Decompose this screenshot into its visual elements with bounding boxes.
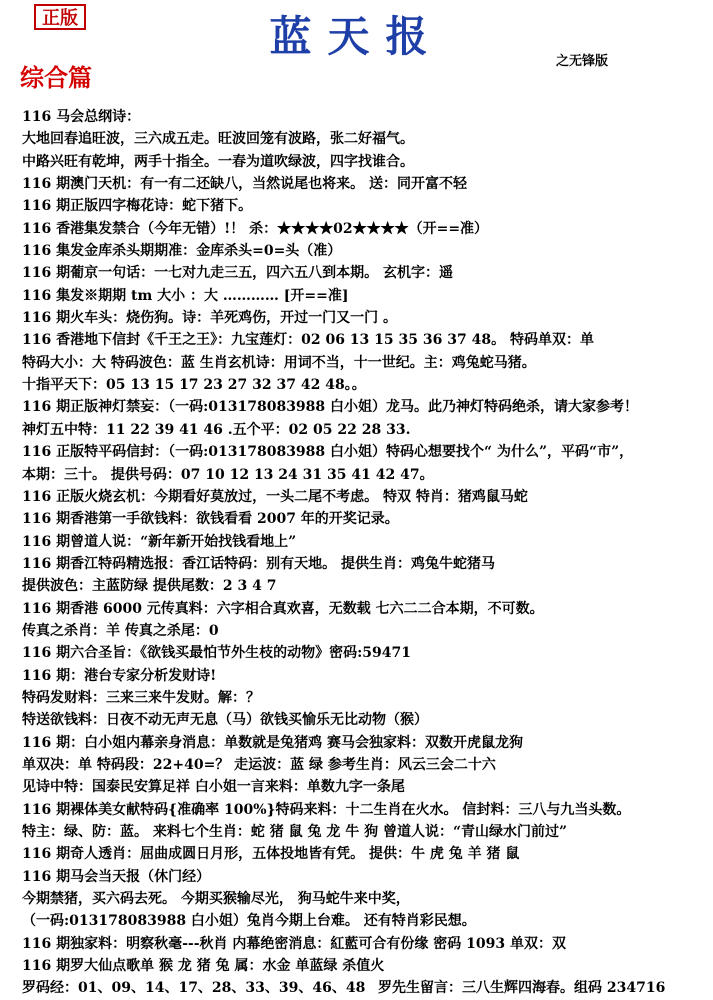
text-line: 本期：三十。 提供号码：07 10 12 13 24 31 35 41 42 47。 — [22, 466, 434, 483]
text-line: 116 期正版四字梅花诗：蛇下猪下。 — [22, 198, 253, 215]
text-line: 特送欲钱料：日夜不动无声无息（马）欲钱买愉乐无比动物（猴） — [22, 712, 428, 729]
text-line: 特码发财料：三来三来牛发财。解：？ — [22, 689, 260, 706]
text-line: 116 期独家料：明察秋毫---秋肖 内幕绝密消息：紅藍可合有份缘 密码 1093 单双：双 — [22, 935, 566, 952]
footer-right-text: 罗先生留言：三八生辉四海春。组码 234716 — [378, 980, 666, 997]
edition-label: 之无锋版 — [556, 54, 609, 69]
footer-line — [22, 977, 706, 999]
text-line: 116 期奇人透肖：屈曲成圆日月形，五体投地皆有凭。 提供：牛 虎 兔 羊 猪 鼠 — [22, 846, 520, 863]
text-line: 见诗中特：国泰民安算足祥 白小姐一言来料：单数九字一条尾 — [22, 779, 405, 796]
text-line: 116 集发※期期 tm 大小 ：大 ………… [开==准] — [22, 287, 349, 304]
text-line: 116 马会总纲诗： — [22, 109, 141, 125]
text-line: 传真之杀肖：羊 传真之杀尾：0 — [22, 622, 219, 639]
text-line: （一码:013178083988 白小姐）兔肖今期上台难。 还有特肖彩民想。 — [22, 913, 476, 930]
text-line: 116 正版特平码信封：（一码:013178083988 白小姐）特码心想要找个“ 为什么”，平码“市”， — [22, 444, 634, 461]
article-body — [22, 106, 706, 1000]
section-title: 综合篇 — [20, 63, 92, 92]
text-line: 116 期香江特码精选报：香江话特码：别有天地。 提供生肖：鸡兔牛蛇猪马 — [22, 555, 495, 572]
text-line: 单双决：单 特码段：22+40=？ 走运波：蓝 绿 参考生肖：风云三会二十六 — [22, 756, 496, 773]
text-line: 116 香港集发禁合（今年无错）!！ 杀：★★★★02★★★★（开==准） — [22, 220, 489, 237]
text-line: 116 期香港 6000 元传真料：六字相合真欢喜，无数载 七六二二合本期，不可数。 — [22, 600, 544, 617]
genuine-badge: 正版 — [34, 4, 86, 30]
text-line: 116 香港地下信封《千王之王》：九宝莲灯：02 06 13 15 35 36 37 48。 特码单双：单 — [22, 332, 594, 349]
text-line: 116 期正版神灯禁妄：（一码:013178083988 白小姐）龙马。此乃神灯特码绝杀，请大家参考！ — [22, 399, 639, 416]
text-line: 116 期火车头：烧伤狗。诗：羊死鸡伤，开过一门又一门 。 — [22, 310, 397, 327]
text-line: 特码大小：大 特码波色：蓝 生肖玄机诗：用词不当，十一世纪。主：鸡兔蛇马猪。 — [22, 354, 536, 371]
text-line: 116 期马会当天报（休门经） — [22, 868, 211, 885]
text-line: 今期禁猪，买六码去死。 今期买猴输尽光， 狗马蛇牛来中奖， — [22, 891, 410, 908]
page-title: 蓝天报 — [269, 12, 444, 61]
text-line: 116 期罗大仙点歌单 猴 龙 猪 兔 属：水金 单蓝绿 杀值火 — [22, 958, 385, 975]
text-line: 116 期葡京一句话：一七对九走三五，四六五八到本期。 玄机字：遥 — [22, 265, 453, 282]
text-line: 神灯五中特：11 22 39 41 46 .五个平：02 05 22 28 33. — [22, 421, 411, 438]
text-line: 116 期曾道人说：“新年新开始找钱看地上” — [22, 533, 297, 550]
text-line: 116 期：白小姐内幕亲身消息：单数就是兔猪鸡 赛马会独家料：双数开虎鼠龙狗 — [22, 734, 523, 751]
text-line: 116 正版火烧玄机：今期看好莫放过，一头二尾不考虑。 特双 特肖：猪鸡鼠马蛇 — [22, 488, 528, 505]
text-line: 116 期香港第一手欲钱料：欲钱看看 2007 年的开奖记录。 — [22, 511, 399, 528]
text-line: 特主：绿、防：蓝。 来料七个生肖：蛇 猪 鼠 兔 龙 牛 狗 曾道人说：“青山绿水门前过” — [22, 824, 568, 840]
text-line: 十指平天下：05 13 15 17 23 27 32 37 42 48。。 — [22, 377, 366, 394]
text-line: 116 期澳门天机：有一有二还缺八，当然说尾也将来。 送：同开富不轻 — [22, 176, 467, 193]
footer-left-text: 罗码经：01、09、14、17、28、33、39、46、48 — [22, 980, 366, 997]
text-line: 116 集发金库杀头期期准：金库杀头=0=头（准） — [22, 243, 342, 260]
text-line: 116 期：港台专家分析发财诗! — [22, 667, 217, 684]
text-line: 中路兴旺有乾坤，两手十指全。一春为道吹绿波，四字找谁合。 — [22, 153, 414, 170]
text-line: 大地回春追旺波，三六成五走。旺波回笼有波路，张二好福气。 — [22, 131, 414, 148]
text-line: 提供波色：主蓝防绿 提供尾数：2 3 4 7 — [22, 578, 277, 595]
text-line: 116 期裸体美女献特码{准确率 100%}特码来料：十二生肖在火水。 信封料：三八与九当头数。 — [22, 801, 631, 818]
text-line: 116 期六合圣旨：《欲钱买最怕节外生枝的动物》密码:59471 — [22, 645, 411, 662]
